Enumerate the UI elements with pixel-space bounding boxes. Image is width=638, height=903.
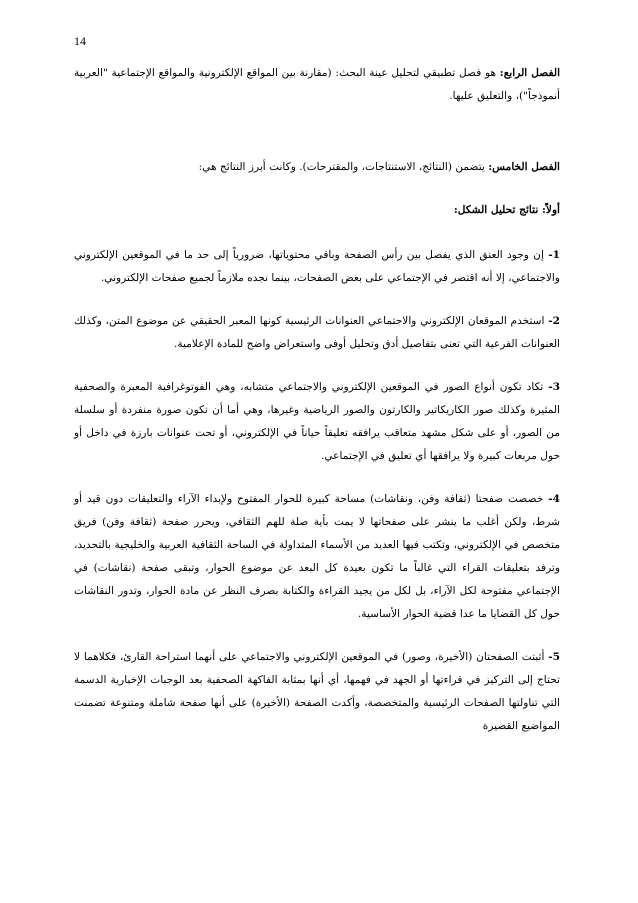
chapter-five-text: يتضمن (النتائج، الاستنتاجات، والمقترحات). وكانت أبرز النتائج هي:: [198, 161, 485, 173]
document-body: [74, 62, 560, 758]
page-number: 14: [74, 34, 86, 48]
result-item-4: [74, 488, 560, 626]
result-item-number: 4-: [548, 493, 560, 505]
section-heading: أولاً: نتائج تحليل الشكل:: [453, 204, 560, 216]
chapter-four-paragraph: [74, 62, 560, 108]
result-item-number: 2-: [548, 315, 560, 327]
result-item-text: إن وجود العنق الذي يفصل بين رأس الصفحة وباقي محتوياتها، ضرورياً إلى حد ما في الموقعين الإلكتروني والاجتماعي، إلا أنه اقتصر في الإجتماعي على بعض الصفحات، بينما نجده ملازماً لجميع صفحات الإلكتروني.: [74, 249, 560, 284]
result-item-number: 1-: [548, 249, 560, 261]
result-item-text: استخدم الموقعان الإلكتروني والاجتماعي العنوانات الرئيسية كونها المعبر الحقيقي عن موضوع المتن، وكذلك العنوانات الفرعية التي تعنى بتفاصيل أدق وتحليل أوفى واستعراض واضح للمادة الإعلامية.: [74, 315, 560, 350]
result-item-text: أثبتت الصفحتان (الأخيرة، وصور) في الموقعين الإلكتروني والاجتماعي على أنهما استراحة القارئ، فكلاهما لا تحتاج إلى التركيز في قراءتها أو الجهد في فهمها، أي أنها بمثابة الفاكهة الصحفية بعد الوجبات الإخبارية الدسمة التي تناولتها الصفحات الرئيسية والمتخصصة، وأكدت الصفحة (الأخيرة) على أنها صفحة شاملة ومتنوعة تضمنت المواضيع القصيرة: [74, 651, 560, 732]
result-item-3: [74, 376, 560, 468]
result-item-2: [74, 310, 560, 356]
chapter-four-text: هو فصل تطبيقي لتحليل عينة البحث: (مقارنة بين المواقع الإلكترونية والمواقع الإجتماعية "العربية أنموذجاً")، والتعليق عليها.: [74, 67, 560, 102]
chapter-four-label: الفصل الرابع:: [499, 67, 561, 79]
result-item-5: [74, 646, 560, 738]
result-item-1: [74, 244, 560, 290]
result-item-number: 5-: [548, 651, 560, 663]
result-item-text: خصصت صفحتا (ثقافة وفن، ونقاشات) مساحة كبيرة للحوار المفتوح ولإبداء الآراء والتعليقات دون قيد أو شرط، ولكن أغلب ما ينشر على صفحاتها لا يمت بأية صلة للهم الثقافي، ويحرر صفحة (ثقافة وفن) فريق متخصص في الإلكتروني، وتكتب فيها العديد من الأسماء المتداولة في الساحة الثقافية العربية والخليجية بالتحديد، وترفد بتعليقات القراء التي غالباً ما تكون بعيدة كل البعد عن موضوع الحوار، وتبقى صفحة (نقاشات) في الإجتماعي مفتوحة لكل الآراء، بل لكل من يجيد القراءة والكتابة بصرف النظر عن مادة الحوار، وتدور النقاشات حول كل القضايا ما عدا قضية الحوار الأساسية.: [74, 493, 560, 620]
chapter-five-paragraph: [74, 156, 560, 179]
result-item-text: تكاد تكون أنواع الصور في الموقعين الإلكتروني والاجتماعي متشابه، وهي الفوتوغرافية المعبرة والصحفية المثيرة وكذلك صور الكاريكاتير والكارتون والصور الرياضية وغيرها، وهي أما أن تكون صورة منفردة أو سلسلة من الصور، أو على شكل مشهد متعاقب يرافقه تعليقاً حياناً في الإلكتروني، أو تحت عنوانات بارزة في داخل أو حول مربعات كبيرة ولا يرافقها أي تعليق في الإجتماعي.: [74, 381, 560, 462]
result-item-number: 3-: [548, 381, 560, 393]
chapter-five-label: الفصل الخامس:: [488, 161, 560, 173]
